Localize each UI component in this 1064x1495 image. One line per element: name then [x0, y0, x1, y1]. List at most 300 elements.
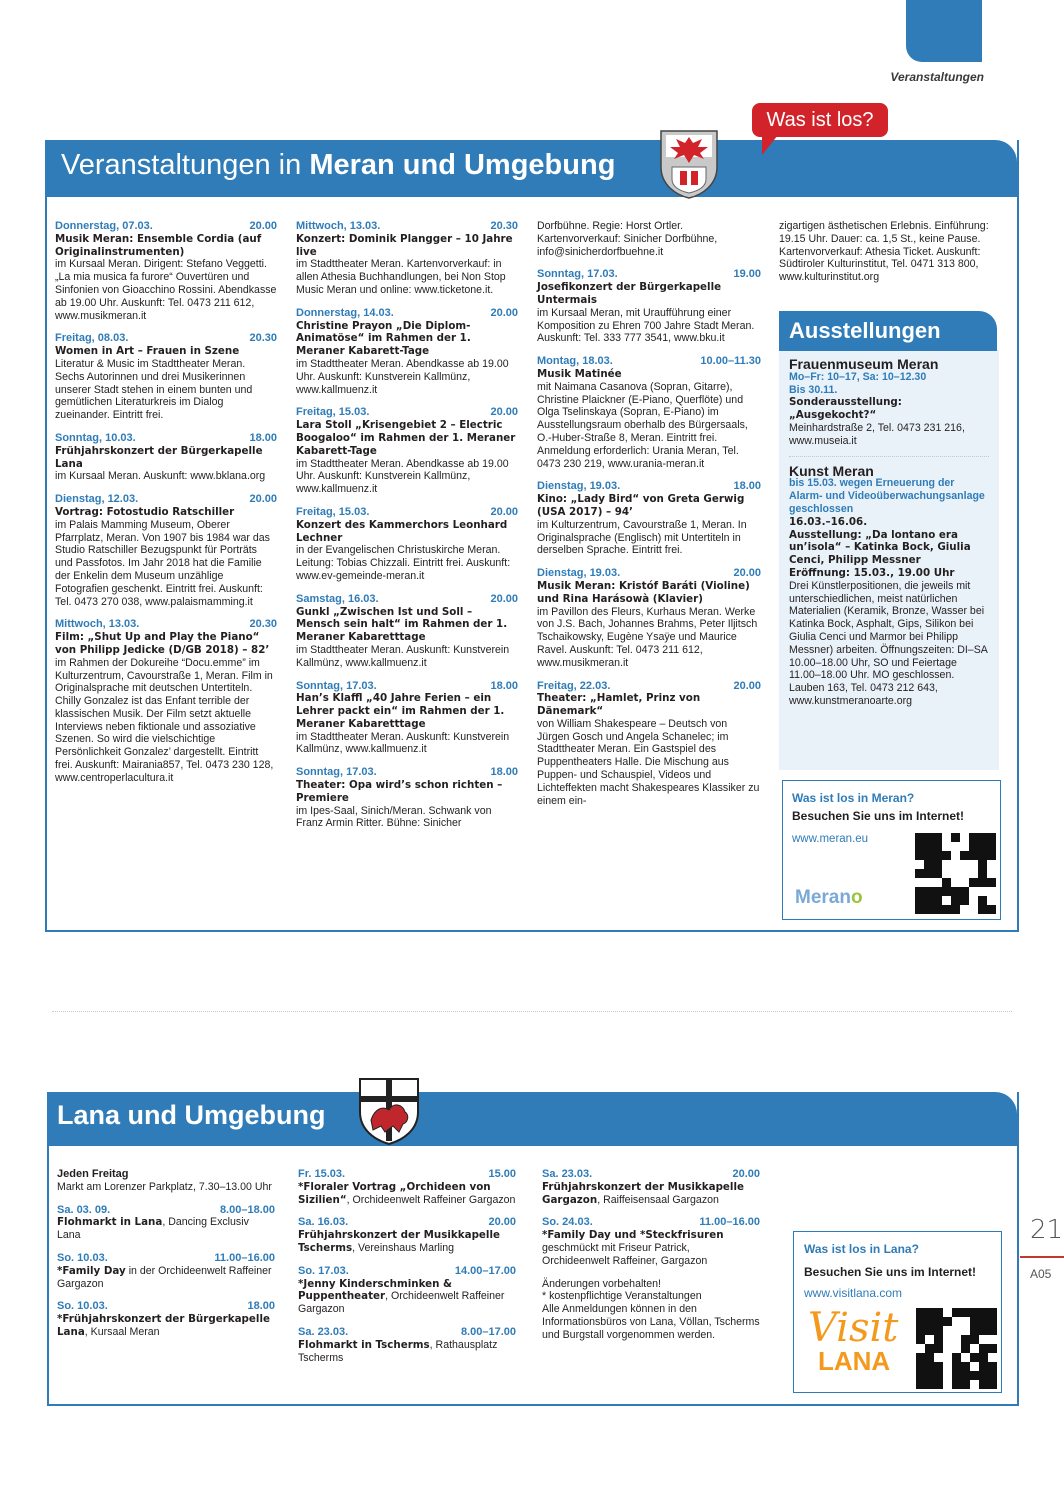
qr-module: [969, 896, 978, 905]
page-code: A05: [1030, 1267, 1052, 1281]
qr-module: [924, 896, 933, 905]
qr-module: [916, 1380, 925, 1389]
qr-module: [979, 1308, 988, 1317]
event-date: Freitag, 08.03.: [55, 332, 129, 345]
qr-module: [970, 1317, 979, 1326]
qr-module: [961, 1335, 970, 1344]
qr-module: [987, 833, 996, 842]
qr-module: [916, 1371, 925, 1380]
event-item: [537, 567, 761, 669]
qr-module: [933, 869, 942, 878]
qr-module: [969, 860, 978, 869]
qr-module: [988, 1353, 997, 1362]
event-title: Musik Meran: Ensemble Cordia (auf Originalinstrumenten): [55, 232, 262, 258]
event-header: [55, 618, 277, 631]
qr-module: [979, 1326, 988, 1335]
qr-module: [925, 1380, 934, 1389]
qr-module: [952, 1380, 961, 1389]
qr-module: [925, 1335, 934, 1344]
event-date: Mittwoch, 13.03.: [296, 220, 381, 232]
qr-module: [961, 1380, 970, 1389]
event-time: 20.00: [490, 406, 518, 419]
event-time: 10.00–11.30: [700, 355, 761, 368]
qr-module: [915, 878, 924, 887]
lana-notes: [542, 1278, 760, 1342]
event-time: 18.00: [490, 766, 518, 779]
event-title: Konzert: Dominik Plangger – 10 Jahre live: [296, 232, 513, 258]
qr-module: [924, 878, 933, 887]
ausstellungen-header: Ausstellungen: [779, 311, 997, 351]
event-title: Women in Art – Frauen in Szene: [55, 345, 240, 358]
qr-module: [960, 878, 969, 887]
event-item: [55, 220, 277, 322]
qr-module: [934, 1362, 943, 1371]
qr-module: [988, 1380, 997, 1389]
lana-promo-box: [793, 1231, 1002, 1393]
qr-module: [951, 869, 960, 878]
event-time: 8.00–18.00: [219, 1203, 275, 1216]
qr-module: [979, 1362, 988, 1371]
qr-module: [915, 842, 924, 851]
qr-module: [933, 887, 942, 896]
qr-module: [943, 1317, 952, 1326]
qr-module: [961, 1317, 970, 1326]
page-separator: [52, 1011, 1012, 1012]
event-text: in der Evangelischen Christuskirche Meran. Leitung: Tobias Chizzali. Eintritt frei. Auskunft: www.ev-gemeinde-meran.it: [296, 544, 511, 582]
qr-module: [915, 896, 924, 905]
event-time: 18.00: [490, 679, 518, 692]
event-item: [542, 1216, 760, 1267]
exhibit-special: Sonderausstellung: „Ausgekocht?“: [789, 396, 902, 422]
event-time: 20.30: [249, 618, 277, 631]
qr-module: [951, 878, 960, 887]
exhibit-dates: 16.03.–16.06.: [789, 515, 868, 528]
qr-module: [979, 1335, 988, 1344]
event-title: Frühjahrskonzert der Musikkapelle Tscherms: [298, 1229, 500, 1254]
qr-module: [915, 851, 924, 860]
event-time: 20.00: [732, 1168, 760, 1180]
event-date: Sonntag, 17.03.: [537, 268, 618, 281]
event-date: Dienstag, 19.03.: [537, 567, 621, 580]
event-item: [296, 506, 518, 583]
meran-column-4: [779, 220, 1001, 284]
promo-url-link[interactable]: www.visitlana.com: [804, 1286, 903, 1300]
qr-module: [969, 842, 978, 851]
event-text: in der Orchideenwelt Raffeiner Gargazon: [57, 1264, 272, 1290]
qr-module: [961, 1344, 970, 1353]
event-time: 20.00: [249, 220, 277, 232]
promo-url-link[interactable]: www.meran.eu: [792, 833, 869, 845]
qr-module: [970, 1326, 979, 1335]
event-item: [296, 307, 518, 397]
qr-module: [987, 887, 996, 896]
qr-module: [952, 1344, 961, 1353]
qr-module: [988, 1317, 997, 1326]
qr-module: [970, 1371, 979, 1380]
event-title: *Jenny Kinderschminken & Puppentheater: [298, 1277, 453, 1303]
qr-module: [952, 1353, 961, 1362]
event-item: [296, 593, 518, 670]
event-header: [55, 332, 277, 345]
event-time: 14.00–17.00: [454, 1264, 516, 1277]
note-line: * kostenpflichtige Veranstaltungen: [542, 1290, 702, 1303]
event-title: Kino: „Lady Bird“ von Greta Gerwig (USA 2017) – 94’: [537, 493, 745, 518]
bubble-tail: [762, 135, 778, 155]
event-date: So. 10.03.: [57, 1300, 108, 1313]
qr-module: [916, 1335, 925, 1344]
qr-module: [952, 1317, 961, 1326]
event-title: Theater: Opa wird’s schon richten – Premiere: [296, 779, 503, 804]
event-text: im Stadttheater Meran. Auskunft: Kunstverein Kallmünz, www.kallmuenz.it: [296, 730, 510, 756]
event-item: [57, 1204, 275, 1242]
qr-module: [979, 1344, 988, 1353]
event-date: Sa. 23.03.: [542, 1168, 593, 1180]
event-time: 8.00–17.00: [460, 1325, 516, 1338]
qr-module: [916, 1308, 925, 1317]
qr-module: [924, 905, 933, 914]
qr-module: [960, 833, 969, 842]
note-line: Änderungen vorbehalten!: [542, 1277, 661, 1290]
qr-module: [988, 1335, 997, 1344]
event-date: Samstag, 16.03.: [296, 592, 379, 605]
qr-module: [915, 905, 924, 914]
event-text: , Orchideenwelt Raffeiner Gargazon: [346, 1193, 516, 1206]
event-line: [298, 1181, 516, 1207]
lana-qr-code[interactable]: [916, 1308, 997, 1389]
exhibit-until: Bis 30.11.: [789, 383, 838, 396]
qr-module: [987, 905, 996, 914]
event-time: 20.00: [490, 306, 518, 319]
qr-module: [933, 851, 942, 860]
exhibit-text: Drei Künstlerpositionen, die jeweils mit unterschiedlichen, meist natürlichen Materialien (Keramik, Bronze, Wasser bei Katinka Bock, Asphalt, Gips, Silikon bei Giulia Cenci und Marmor bei Philipp Messner) arbeiten. Öffnungszeiten: DI–SA 10.00–18.00 Uhr, SO und Feiertage 11.00–18.00 Uhr. MO geschlossen. Lauben 163, Tel. 0473 212 643, www.kunstmeranoarte.org: [789, 579, 988, 707]
event-item: [537, 680, 761, 808]
qr-module: [969, 833, 978, 842]
event-header: [537, 480, 761, 493]
event-title: Lara Stoll „Krisengebiet 2 – Electric Boogaloo“ im Rahmen der 1. Meraner Kabarett-Tage: [296, 419, 516, 457]
qr-module: [979, 1371, 988, 1380]
event-time: 20.30: [249, 332, 277, 345]
qr-module: [952, 1308, 961, 1317]
exhibitions-list: [789, 358, 989, 708]
event-text: , Rathausplatz Tscherms: [298, 1338, 498, 1364]
promo-title: Was ist los in Lana?: [804, 1242, 919, 1256]
event-header: [296, 406, 518, 419]
event-line: [298, 1278, 516, 1316]
qr-module: [942, 896, 951, 905]
qr-module: [942, 869, 951, 878]
event-header: [298, 1265, 516, 1278]
qr-module: [987, 860, 996, 869]
meran-banner: [45, 140, 1017, 197]
qr-module: [988, 1308, 997, 1317]
event-time: 18.00: [249, 431, 277, 444]
qr-module: [943, 1335, 952, 1344]
qr-module: [979, 1317, 988, 1326]
event-title: Theater: „Hamlet, Prinz von Dänemark“: [537, 692, 701, 718]
page-number: 21: [1030, 1215, 1064, 1245]
qr-module: [960, 896, 969, 905]
corner-tab: [906, 0, 982, 62]
event-time: 18.00: [247, 1300, 275, 1313]
qr-module: [934, 1335, 943, 1344]
qr-module: [979, 1353, 988, 1362]
event-item: [298, 1326, 516, 1364]
event-title: Film: „Shut Up and Play the Piano“ von Philipp Jedicke (D/GB 2018) – 82’: [55, 631, 270, 656]
event-item: [296, 220, 518, 297]
qr-module: [915, 860, 924, 869]
qr-module: [942, 878, 951, 887]
qr-module: [925, 1371, 934, 1380]
event-date: So. 24.03.: [542, 1216, 593, 1229]
event-time: 20.00: [490, 592, 518, 605]
event-item: [542, 1168, 760, 1206]
qr-module: [960, 887, 969, 896]
qr-module: [970, 1335, 979, 1344]
event-item: [296, 406, 518, 496]
event-item: [537, 268, 761, 345]
qr-module: [925, 1308, 934, 1317]
meran-column-1: [55, 220, 277, 795]
event-date: Freitag, 15.03.: [296, 406, 370, 419]
event-date: Mittwoch, 13.03.: [55, 618, 140, 631]
event-title: Frühjahrskonzert der Musikkapelle Gargazon: [542, 1180, 744, 1206]
event-header: [57, 1168, 275, 1181]
qr-module: [952, 1362, 961, 1371]
qr-module: [942, 842, 951, 851]
event-text: , Kursaal Meran: [84, 1325, 160, 1338]
tyrol-coat-of-arms-icon: [658, 127, 720, 199]
meran-column-2: [296, 220, 518, 840]
event-title: Frühjahrskonzert der Bürgerkapelle Lana: [55, 444, 263, 470]
qr-module: [951, 896, 960, 905]
event-text: im Rahmen der Dokureihe “Docu.emme” im Kulturzentrum, Cavourstraße 1, Meran. Film in Originalsprache mit deutschen Untertiteln. Chilly Gonzalez ist das Enfant terrible der klassischen Musik. Der Film setzt aktuelle Interviews neben fiktionale und assoziative Szenen. So wird die vielschichtige Persönlichkeit Gonzalez’ dargestellt. Eintritt frei. Auskunft: Mairania857, Tel. 0473 230 128, www.centroperlacultura.it: [55, 656, 274, 784]
event-title: Flohmarkt in Lana: [57, 1216, 163, 1229]
qr-module: [979, 1380, 988, 1389]
qr-module: [925, 1317, 934, 1326]
qr-module: [952, 1335, 961, 1344]
event-date: Sonntag, 10.03.: [55, 431, 136, 444]
divider: [789, 456, 989, 457]
qr-module: [969, 851, 978, 860]
event-title: Josefikonzert der Bürgerkapelle Untermais: [537, 281, 722, 306]
qr-module: [970, 1380, 979, 1389]
qr-module: [987, 896, 996, 905]
qr-module: [915, 869, 924, 878]
lana-title: Lana und Umgebung: [57, 1100, 326, 1130]
qr-module: [925, 1326, 934, 1335]
event-line: [57, 1265, 275, 1291]
qr-module: [951, 887, 960, 896]
event-line: [57, 1313, 275, 1339]
event-line: [298, 1339, 516, 1365]
qr-module: [924, 842, 933, 851]
event-text: im Pavillon des Fleurs, Kurhaus Meran. Werke von J.S. Bach, Johannes Brahms, Peter Iljitsch Tschaikowsky, Eugène Ysaÿe und Maurice Ravel. Auskunft: Tel. 0473 211 612, www.musikmeran.it: [537, 605, 758, 669]
event-item: [57, 1300, 275, 1338]
event-text: , Orchideenwelt Raffeiner Gargazon: [298, 1290, 505, 1316]
event-text: , Dancing Exclusiv Lana: [57, 1216, 249, 1242]
lana-banner: [47, 1092, 1017, 1146]
qr-module: [978, 842, 987, 851]
qr-module: [978, 860, 987, 869]
event-header: [296, 766, 518, 779]
qr-module: [969, 878, 978, 887]
event-date: Donnerstag, 14.03.: [296, 306, 394, 319]
qr-module: [942, 860, 951, 869]
meran-column-3: [537, 220, 761, 817]
event-header: [298, 1216, 516, 1229]
qr-module: [943, 1371, 952, 1380]
qr-module: [952, 1371, 961, 1380]
event-header: [537, 355, 761, 368]
promo-subtitle: Besuchen Sie uns im Internet!: [804, 1265, 977, 1279]
event-line: [542, 1229, 760, 1267]
event-text: Literatur & Music im Stadttheater Meran. Sechs Autorinnen und drei Musikerinnen unserer Stadt stehen in einem bunten und gemütlichen Literaturkreis im Dialog zueinander. Eintritt frei.: [55, 357, 253, 422]
event-text: im Ipes-Saal, Sinich/Meran. Schwank von Franz Armin Ritter. Bühne: Sinicher: [296, 804, 492, 830]
qr-module: [916, 1344, 925, 1353]
event-text: im Kursaal Meran, mit Uraufführung einer Komposition zu Ehren 700 Jahre Stadt Meran. Auskunft: Tel. 333 777 3541, www.bku.it: [537, 306, 755, 345]
qr-module: [970, 1344, 979, 1353]
qr-module: [961, 1308, 970, 1317]
event-header: [296, 307, 518, 320]
event-item: [298, 1265, 516, 1316]
event-header: [57, 1300, 275, 1313]
event-text: im Stadttheater Meran. Abendkasse ab 19.00 Uhr. Auskunft: Kunstverein Kallmünz, www.kallmuenz.it: [296, 357, 509, 396]
lana-coat-of-arms-icon: [357, 1076, 421, 1146]
qr-module: [978, 869, 987, 878]
qr-module: [960, 869, 969, 878]
event-header: [296, 680, 518, 693]
event-date: Sonntag, 17.03.: [296, 766, 377, 779]
qr-module: [988, 1344, 997, 1353]
promo-subtitle: Besuchen Sie uns im Internet!: [792, 809, 965, 823]
event-text: im Kursaal Meran. Auskunft: www.bklana.org: [55, 470, 266, 483]
qr-module: [942, 905, 951, 914]
event-date: Sa. 03. 09.: [57, 1203, 111, 1216]
qr-module: [961, 1362, 970, 1371]
qr-module: [934, 1371, 943, 1380]
event-text: von William Shakespeare – Deutsch von Jürgen Gosch und Angela Schanelec; im Stadttheater Meran. Ein Gastspiel des Puppentheaters Halle. Die Mischung aus Puppen- und Schauspiel, Videos und Lichteffekten macht Shakespeares Klassiker zu einem ein-: [537, 717, 760, 807]
event-item: [55, 432, 277, 483]
event-title: Musik Matinée: [537, 367, 622, 380]
event-text: im Kursaal Meran. Dirigent: Stefano Veggetti. „La mia musica fa furore“ Ouvertüren und Sinfonien von Gioacchino Rossini. Abendkasse ab 19.00 Uhr. Auskunft: Tel. 0473 211 612, www.musikmeran.it: [55, 258, 277, 322]
qr-module: [943, 1362, 952, 1371]
qr-module: [924, 833, 933, 842]
event-text: , Vereinshaus Marling: [352, 1241, 455, 1254]
page-rule: [1020, 1256, 1064, 1258]
qr-module: [942, 833, 951, 842]
qr-module: [969, 887, 978, 896]
qr-module: [961, 1371, 970, 1380]
qr-module: [978, 833, 987, 842]
note-line: Alle Anmeldungen können in den Informationsbüros von Lana, Völlan, Tscherms und Burgstall vorgenommen werden.: [542, 1303, 760, 1341]
qr-module: [951, 833, 960, 842]
promo-title: Was ist los in Meran?: [792, 791, 915, 805]
qr-module: [943, 1353, 952, 1362]
event-date: So. 10.03.: [57, 1251, 108, 1264]
event-text: im Stadttheater Meran. Kartenvorverkauf: in allen Athesia Buchhandlungen, bei Non Stop Music Meran und online: www.ticketone.it.: [296, 258, 506, 296]
qr-module: [933, 833, 942, 842]
exhibit-opening: Eröffnung: 15.03., 19.00 Uhr: [789, 566, 955, 579]
event-time: 11.00–16.00: [699, 1216, 760, 1229]
event-time: 20.00: [490, 505, 518, 518]
qr-module: [933, 878, 942, 887]
lana-column-1: [57, 1168, 275, 1349]
qr-module: [934, 1326, 943, 1335]
qr-module: [934, 1308, 943, 1317]
event-header: [57, 1204, 275, 1217]
qr-module: [943, 1344, 952, 1353]
event-title: Musik Meran: Kristóf Baráti (Violine) und Rina Harásowà (Klavier): [537, 579, 750, 605]
event-title: Vortrag: Fotostudio Ratschiller: [55, 505, 235, 518]
exhibit-hours: Mo–Fr: 10–17, Sa: 10–12.30: [789, 370, 927, 383]
qr-module: [951, 860, 960, 869]
event-date: So. 17.03.: [298, 1264, 349, 1277]
event-text: im Kulturzentrum, Cavourstraße 1, Meran. In Originalsprache (Englisch) mit Untertiteln in derselben Sprache. Eintritt frei.: [537, 518, 747, 557]
qr-module: [970, 1308, 979, 1317]
qr-module: [951, 905, 960, 914]
event-item: [296, 680, 518, 757]
event-title: Konzert des Kammerchors Leonhard Lechner: [296, 518, 508, 544]
qr-module: [951, 842, 960, 851]
event-line: [542, 1181, 760, 1207]
event-text: im Stadttheater Meran. Abendkasse ab 19.00 Uhr. Auskunft: Kunstverein Kallmünz, www.kallmuenz.it: [296, 457, 509, 496]
lana-column-3: [542, 1168, 760, 1342]
meran-qr-code[interactable]: [915, 833, 996, 914]
event-date: Sonntag, 17.03.: [296, 679, 377, 692]
meran-title: Veranstaltungen in Meran und Umgebung: [61, 149, 616, 181]
event-text: , Raiffeisensaal Gargazon: [597, 1193, 719, 1206]
event-line: [298, 1229, 516, 1255]
qr-module: [970, 1362, 979, 1371]
event-time: 20.30: [490, 220, 518, 232]
qr-module: [916, 1326, 925, 1335]
qr-module: [925, 1362, 934, 1371]
qr-module: [933, 905, 942, 914]
qr-module: [933, 842, 942, 851]
qr-module: [978, 887, 987, 896]
qr-module: [987, 869, 996, 878]
exhibit-name: Ausstellung: „Da lontano era un’isola“ – Katinka Bock, Giulia Cenci, Philipp Messner: [789, 528, 971, 567]
col3-intro: Dorfbühne. Regie: Horst Ortler. Kartenvorverkauf: Sinicher Dorfbühne, info@sinicherdorfbuehne.it: [537, 220, 718, 258]
event-header: [57, 1252, 275, 1265]
exhibit-title: Kunst Meran: [789, 462, 874, 479]
qr-module: [942, 887, 951, 896]
merano-logo: Merano: [795, 887, 863, 908]
event-text: im Stadttheater Meran. Auskunft: Kunstverein Kallmünz, www.kallmuenz.it: [296, 643, 510, 669]
qr-module: [943, 1326, 952, 1335]
section-tag: Veranstaltungen: [890, 70, 984, 84]
qr-module: [951, 851, 960, 860]
event-date: Fr. 15.03.: [298, 1168, 346, 1180]
event-header: [542, 1168, 760, 1181]
event-date: Sa. 23.03.: [298, 1325, 349, 1338]
qr-module: [988, 1326, 997, 1335]
event-title: Christine Prayon „Die Diplom-Animatöse“ im Rahmen der 1. Meraner Kabarett-Tage: [296, 319, 471, 358]
qr-module: [924, 860, 933, 869]
event-title: *Floraler Vortrag „Orchideen von Sizilien“: [298, 1180, 491, 1206]
qr-module: [987, 842, 996, 851]
event-time: 19.00: [733, 268, 761, 281]
event-date: Donnerstag, 07.03.: [55, 220, 153, 232]
event-time: 20.00: [733, 679, 761, 692]
qr-module: [961, 1326, 970, 1335]
qr-module: [934, 1353, 943, 1362]
event-header: [298, 1326, 516, 1339]
event-title: *Frühjahrskonzert der Bürgerkapelle Lana: [57, 1313, 270, 1338]
visit-lana-logo: Visit LANA: [808, 1305, 899, 1376]
event-time: 18.00: [733, 480, 761, 493]
event-title: Han’s Klaffl „40 Jahre Ferien – ein Lehrer packt ein“ im Rahmen der 1. Meraner Kabaretttage: [296, 692, 505, 730]
